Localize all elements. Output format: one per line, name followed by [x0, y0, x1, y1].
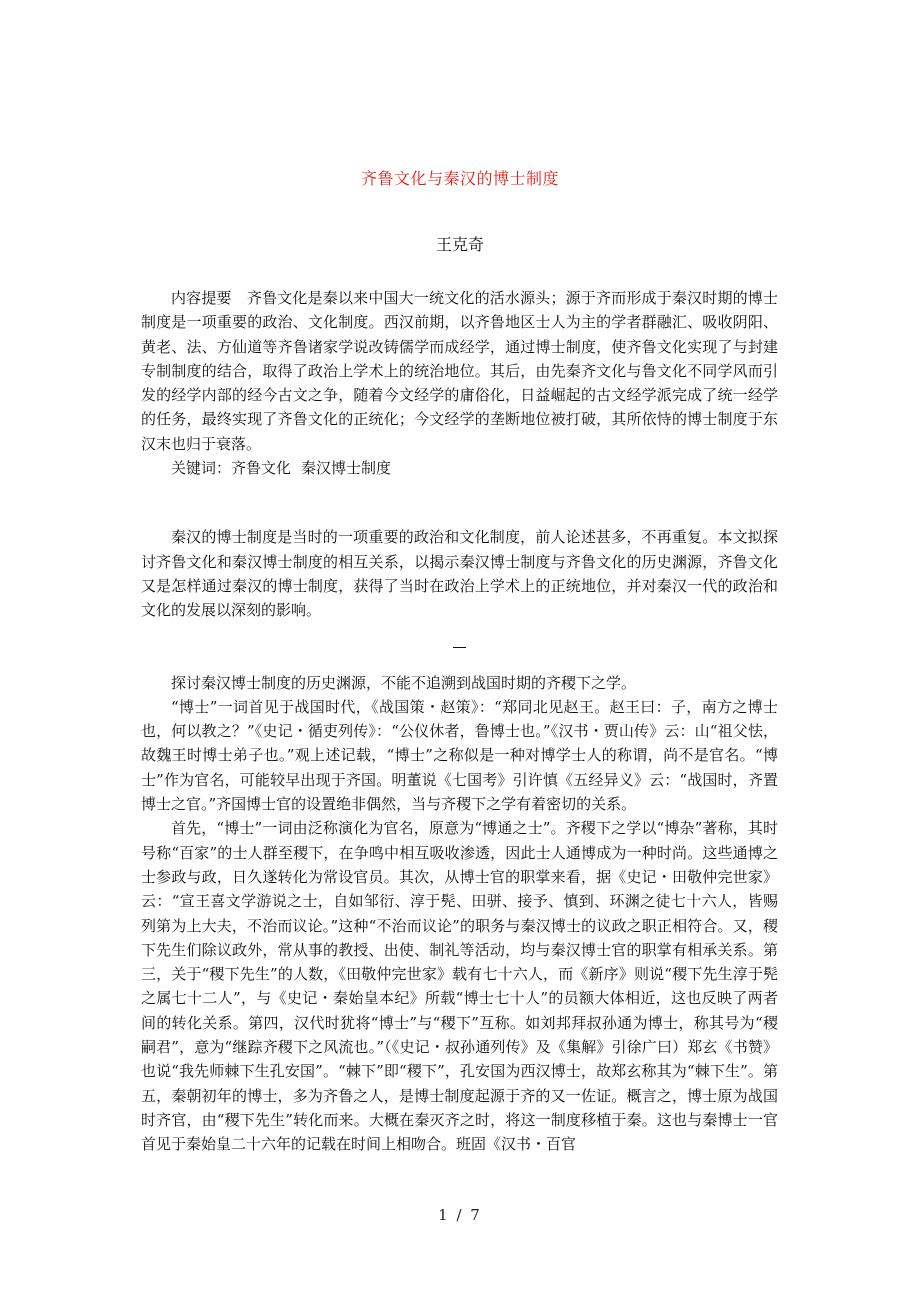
- section-number: [466, 623, 467, 624]
- abstract-label: 内容提要: [171, 289, 232, 307]
- document-title: 齐鲁文化与秦汉的博士制度: [360, 169, 559, 188]
- keyword: 秦汉博士制度: [301, 459, 392, 478]
- keywords-label: 关键词：: [171, 459, 232, 478]
- page-indicator: 1 / 7: [438, 1206, 482, 1224]
- body-paragraph: 首先，“博士”一词由泛称演化为官名，原意为“博通之士”。齐稷下之学以“博杂”著称，其时号称“百家”的士人群至稷下，在争鸣中相互吸收渗透，因此士人通博成为一种时尚。这些通博之士参政与政，日久遂转化为常设官员。其次，从博士官的职掌来看，据《史记・田敬仲完世家》云：“宣王喜文学游说之士，自如邹衍、淳于髡、田骈、接予、慎到、环渊之徒七十六人，皆赐列第为上大夫，不治而议论。”这种“不治而议论”的职务与秦汉博士的议政之职正相符合。又，稷下先生们除议政外，常从事的教授、出使、制礼等活动，均与秦汉博士官的职掌有相承关系。第三，关于“稷下先生”的人数，《田敬仲完世家》载有七十六人，而《新序》则说“稷下先生淳于髡之属七十二人”，与《史记・秦始皇本纪》所载“博士七十人”的员额大体相近，这也反映了两者间的转化关系。第四，汉代时犹将“博士”与“稷下”互称。如刘邦拜叔孙通为博士，称其号为“稷嗣君”，意为“继踪齐稷下之风流也。”（《史记・叔孙通列传》及《集解》引徐广曰）郑玄《书赞》也说“我先师棘下生孔安国”。“棘下”即“稷下”，孔安国为西汉博士，故郑玄称其为“棘下生”。第五，秦朝初年的博士，多为齐鲁之人，是博士制度起源于齐的又一佐证。概言之，博士原为战国时齐官，由“稷下先生”转化而来。大概在秦灭齐之时，将这一制度移植于秦。这也与秦博士一官首见于秦始皇二十六年的记载在时间上相吻合。班固《汉书・百官: [141, 819, 778, 1154]
- body-paragraph: “博士”一词首见于战国时代，《战国策・赵策》：“郑同北见赵王。赵王曰：子，南方之博士也，何以教之？”《史记・循吏列传》：“公仪休者，鲁博士也。”《汉书・贾山传》云：山“祖父怯，故魏王时博士弟子也。”观上述记载，“博士”之称似是一种对博学士人的称谓，尚不是官名。“博士”作为官名，可能较早出现于齐国。明董说《七国考》引许慎《五经异义》云：“战国时，齐置博士之官。”齐国博士官的设置绝非偶然，当与齐稷下之学有着密切的关系。: [141, 697, 778, 814]
- abstract-paragraph: [141, 286, 778, 456]
- section-heading: [141, 623, 778, 671]
- abstract-text: 齐鲁文化是秦以来中国大一统文化的活水源头；源于齐而形成于秦汉时期的博士制度是一项重要的政治、文化制度。西汉前期，以齐鲁地区士人为主的学者群融汇、吸收阴阳、黄老、法、方仙道等齐鲁诸家学说改铸儒学而成经学，通过博士制度，使齐鲁文化实现了与封建专制制度的结合，取得了政治上学术上的统治地位。其后，由先秦齐文化与鲁文化不同学风而引发的经学内部的经今古文之争，随着今文经学的庸俗化，日益崛起的古文经学派完成了统一经学的任务，最终实现了齐鲁文化的正统化；今文经学的垄断地位被打破，其所依恃的博士制度于东汉末也归于衰落。: [141, 289, 778, 453]
- keyword: 齐鲁文化: [231, 459, 292, 478]
- body-paragraph: 探讨秦汉博士制度的历史渊源，不能不追溯到战国时期的齐稷下之学。: [171, 673, 637, 692]
- keywords-line: [141, 456, 778, 480]
- section-number-mark: [453, 647, 466, 648]
- document-body: [141, 286, 778, 1157]
- intro-paragraph: 秦汉的博士制度是当时的一项重要的政治和文化制度，前人论述甚多，不再重复。本文拟探讨齐鲁文化和秦汉博士制度的相互关系，以揭示秦汉博士制度与齐鲁文化的历史渊源，齐鲁文化又是怎样通过秦汉的博士制度，获得了当时在政治上学术上的正统地位，并对秦汉一代的政治和文化的发展以深刻的影响。: [141, 528, 778, 620]
- author-name: 王克奇: [435, 235, 484, 254]
